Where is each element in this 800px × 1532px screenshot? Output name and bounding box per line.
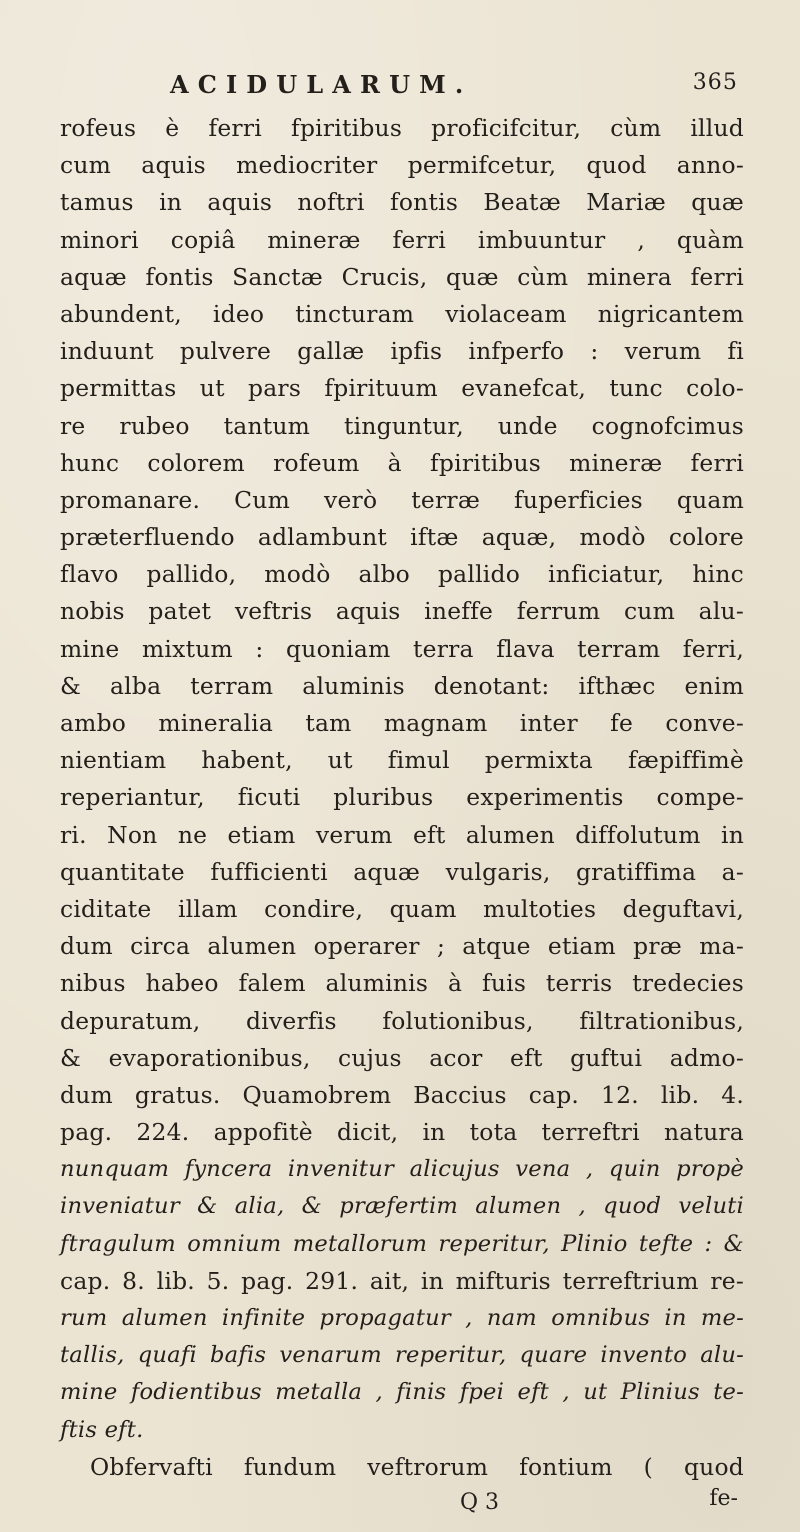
text-line: depuratum, diverfis folutionibus, filtrationibus, [60, 1006, 744, 1035]
text-line: hunc colorem rofeum à fpiritibus mineræ ferri [60, 448, 744, 477]
text-line: inveniatur & alia, & præfertim alumen , quod veluti [60, 1193, 744, 1220]
text-line: tallis, quafi bafis venarum reperitur, quare invento alu- [60, 1342, 744, 1369]
running-title: ACIDULARUM. [170, 70, 473, 99]
text-line: ftragulum omnium metallorum reperitur, Plinio tefte : & [60, 1230, 744, 1257]
text-line: induunt pulvere gallæ ipfis infperfo : verum fi [60, 337, 744, 366]
text-line: promanare. Cum verò terræ fuperficies quam [60, 485, 744, 514]
text-line: reperiantur, ficuti pluribus experimentis compe- [60, 783, 744, 812]
text-line: rofeus è ferri fpiritibus proficifcitur, cùm illud [60, 114, 744, 142]
signature-mark: Q 3 [460, 1489, 500, 1515]
text-line: præterfluendo adlambunt iftæ aquæ, modò colore [60, 523, 744, 552]
text-line: nientiam habent, ut fimul permixta fæpiffimè [60, 746, 744, 775]
text-line: cum aquis mediocriter permifcetur, quod anno- [60, 151, 744, 180]
text-line: re rubeo tantum tinguntur, unde cognofcimus [60, 411, 744, 440]
text-line: aquæ fontis Sanctæ Crucis, quæ cùm minera ferri [60, 262, 744, 291]
text-line: & alba terram aluminis denotant: ifthæc enim [60, 671, 744, 700]
text-line: flavo pallido, modò albo pallido inficiatur, hinc [60, 560, 744, 589]
text-line: Obfervafti fundum veftrorum fontium ( quod [90, 1452, 744, 1481]
page-number: 365 [692, 70, 738, 95]
page-footer [60, 1486, 744, 1526]
text-line: mine mixtum : quoniam terra flava terram ferri, [60, 634, 744, 663]
catchword: fe- [709, 1485, 738, 1511]
text-line: quantitate fufficienti aquæ vulgaris, gratiffima a- [60, 857, 744, 886]
running-head [60, 70, 744, 108]
text-line: nibus habeo falem aluminis à fuis terris tredecies [60, 969, 744, 998]
text-line: minori copiâ mineræ ferri imbuuntur , quàm [60, 225, 744, 254]
text-line: dum circa alumen operarer ; atque etiam præ ma- [60, 932, 744, 961]
text-line: abundent, ideo tincturam violaceam nigricantem [60, 299, 744, 328]
body-text [60, 110, 744, 1486]
text-line: nunquam fyncera invenitur alicujus vena , quin propè [60, 1156, 744, 1183]
text-line: ftis eft. [60, 1416, 144, 1443]
text-line: ri. Non ne etiam verum eft alumen diffolutum in [60, 820, 744, 849]
text-line: & evaporationibus, cujus acor eft guftui admo- [60, 1043, 744, 1072]
text-line: ciditate illam condire, quam multoties deguftavi, [60, 894, 744, 923]
text-line: pag. 224. appofitè dicit, in tota terreftri natura [60, 1118, 744, 1147]
text-line: nobis patet veftris aquis ineffe ferrum cum alu- [60, 597, 744, 626]
text-line: dum gratus. Quamobrem Baccius cap. 12. lib. 4. [60, 1080, 744, 1109]
text-line: cap. 8. lib. 5. pag. 291. ait, in mifturis terreftrium re- [60, 1266, 744, 1295]
text-line: mine fodientibus metalla , finis fpei eft , ut Plinius te- [60, 1379, 744, 1406]
text-line: ambo mineralia tam magnam inter fe conve- [60, 709, 744, 737]
text-line: permittas ut pars fpirituum evanefcat, tunc colo- [60, 374, 744, 403]
text-line: rum alumen infinite propagatur , nam omnibus in me- [60, 1305, 744, 1331]
text-line: tamus in aquis noftri fontis Beatæ Mariæ quæ [60, 188, 744, 217]
